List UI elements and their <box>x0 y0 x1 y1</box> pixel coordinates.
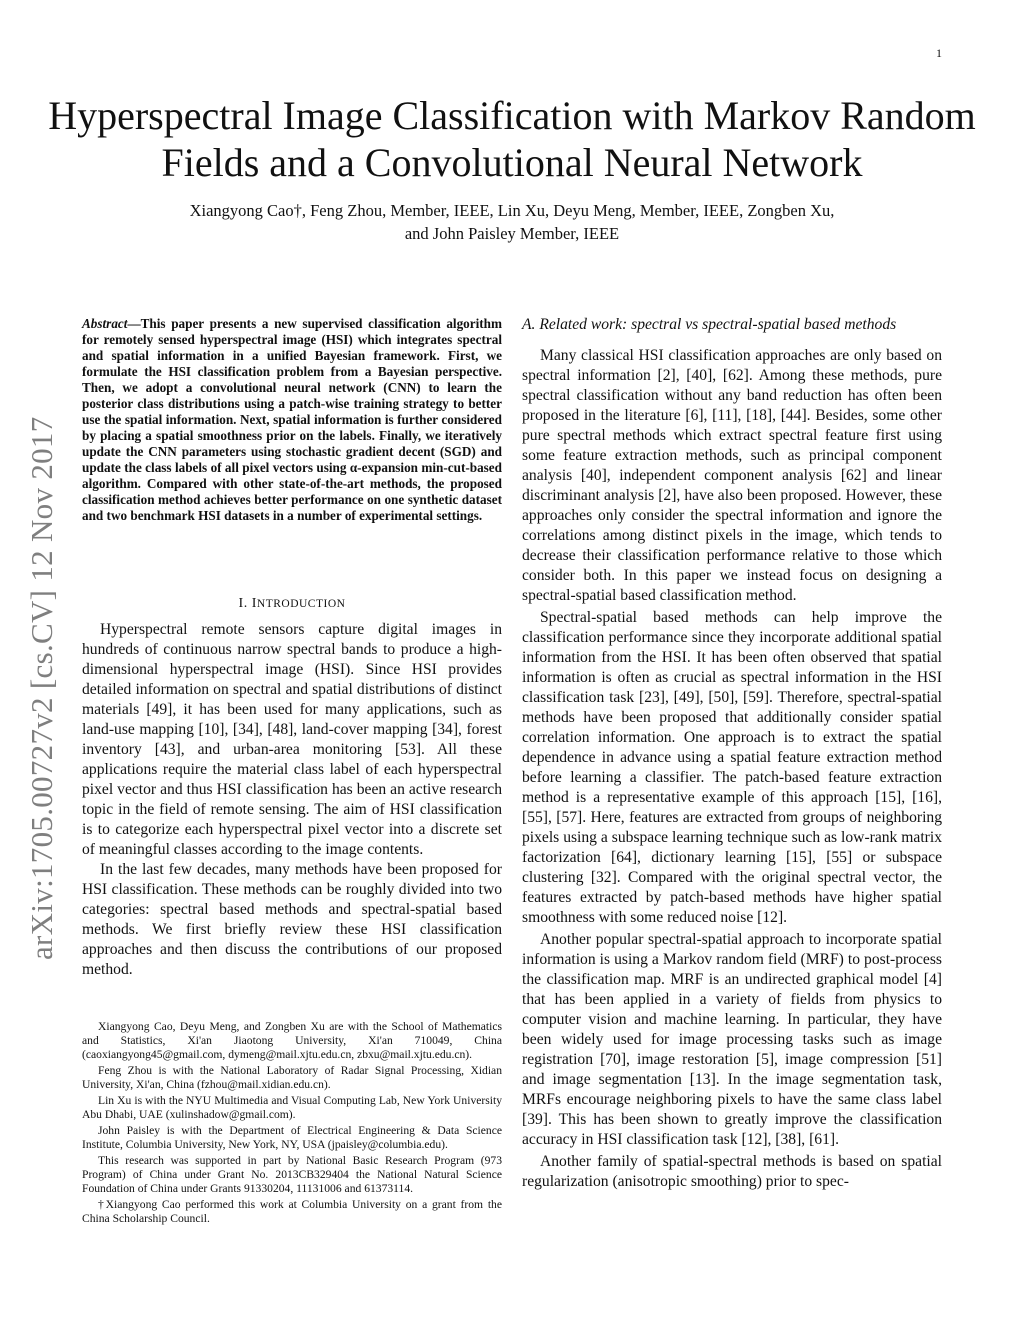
section-title-rest: NTRODUCTION <box>256 598 346 610</box>
abstract <box>82 316 502 524</box>
abstract-label: Abstract <box>82 316 128 331</box>
subsection-heading-related-work: A. Related work: spectral vs spectral-spatial based methods <box>522 316 897 333</box>
section-heading-introduction <box>82 596 502 612</box>
footnote: †Xiangyong Cao performed this work at Columbia University on a grant from the China Scholarship Council. <box>82 1198 502 1225</box>
footnote: Lin Xu is with the NYU Multimedia and Visual Computing Lab, New York University Abu Dhabi, UAE (xulinshadow@gmail.com). <box>82 1094 502 1121</box>
related-paragraph-1: Many classical HSI classification approaches are only based on spectral information [2], [40], [62]. Among these methods, pure spectral classification without any band reduction has often been proposed in the literature [6], [11], [18], [44]. Besides, some other pure spectral methods which extract spectral feature first using some feature extraction methods, such as principal component analysis [40], independent component analysis [62] and linear discriminant analysis [2], have also been proposed. However, these approaches only consider the spectral information and ignore the correlations among distinct pixels in the image, which tends to decrease their classification performance relative to those which consider both. In this paper we instead focus on designing a spectral-spatial based classification method. <box>522 347 942 604</box>
introduction-body <box>82 620 502 980</box>
footnote: Xiangyong Cao, Deyu Meng, and Zongben Xu are with the School of Mathematics and Statistics, Xi'an Jiaotong University, Xi'an 710049, China (caoxiangyong45@gmail.com, dymeng@mail.xjtu.edu.cn, zbxu@mail.xjtu.edu.cn). <box>82 1020 502 1061</box>
abstract-text: —This paper presents a new supervised classification algorithm for remotely sensed hyperspectral image (HSI) which integrates spectral and spatial information in a unified Bayesian framework. First, we formulate the HSI classification problem from a Bayesian perspective. Then, we adopt a convolutional neural network (CNN) to learn the posterior class distributions using a patch-wise training strategy to better use the spatial information. Next, spatial information is further considered by placing a spatial smoothness prior on the labels. Finally, we iteratively update the CNN parameters using stochastic gradient decent (SGD) and update the class labels of all pixel vectors using α-expansion min-cut-based algorithm. Compared with other state-of-the-art methods, the proposed classification method achieves better performance on one synthetic dataset and two benchmark HSI datasets in a number of experimental settings. <box>82 316 502 523</box>
intro-paragraph-1: Hyperspectral remote sensors capture digital images in hundreds of continuous narrow spectral bands to produce a high-dimensional hyperspectral image (HSI). Since HSI provides detailed information on spectral and spatial distributions of distinct materials [49], it has been used for many applications, such as land-use mapping [10], [34], [48], land-cover mapping [34], forest inventory [43], and urban-area monitoring [53]. All these applications require the material class label of each hyperspectral pixel vector and thus HSI classification has been an active research topic in the field of remote sensing. The aim of HSI classification is to categorize each hyperspectral pixel vector into a discrete set of meaningful classes according to the image contents. <box>82 621 502 858</box>
footnote: John Paisley is with the Department of Electrical Engineering & Data Science Institute, Columbia University, New York, NY, USA (jpaisley@columbia.edu). <box>82 1124 502 1151</box>
authors-line-1: Xiangyong Cao†, Feng Zhou, Member, IEEE, Lin Xu, Deyu Meng, Member, IEEE, Zongben Xu, <box>189 201 835 220</box>
author-list <box>0 199 1024 245</box>
related-paragraph-3: Another popular spectral-spatial approach to incorporate spatial information is using a Markov random field (MRF) to post-process the classification map. MRF is an undirected graphical model [4] that has been applied in a variety of fields from physics to computer vision and machine learning. In particular, they have been widely used for image processing tasks such as image registration [70], image restoration [5], image compression [51] and image segmentation [13]. In the image segmentation task, MRFs encourage neighboring pixels to have the same class label [39]. This has been shown to greatly improve the classification accuracy in HSI classification task [12], [38], [61]. <box>522 931 942 1148</box>
footnotes <box>82 1020 502 1228</box>
paper-title: Hyperspectral Image Classification with Markov Random Fields and a Convolutional Neural Network <box>48 93 976 185</box>
footnote: Feng Zhou is with the National Laboratory of Radar Signal Processing, Xidian University, Xi'an, China (fzhou@mail.xidian.edu.cn). <box>82 1064 502 1091</box>
section-title-initial: I <box>251 596 257 611</box>
arxiv-stamp: arXiv:1705.00727v2 [cs.CV] 12 Nov 2017 <box>24 416 59 960</box>
footnote: This research was supported in part by National Basic Research Program (973 Program) of China under Grant No. 2013CB329404 the National Natural Science Foundation of China under Grants 91330204, 11131006 and 61373114. <box>82 1154 502 1195</box>
page-number: 1 <box>936 46 942 60</box>
related-paragraph-2: Spectral-spatial based methods can help improve the classification performance since they incorporate additional spatial information from the HSI. It has been often observed that spatial information is often as crucial as spectral information in the HSI classification task [23], [49], [50], [59]. Therefore, spectral-spatial methods have been proposed that additionally consider spatial correlation information. One approach is to extract the spatial dependence in advance using a spatial feature extraction method before learning a classifier. The patch-based feature extraction method is a representative example of this approach [15], [16], [55], [57]. Here, features are extracted from groups of neighboring pixels using a subspace learning technique such as low-rank matrix factorization [64], dictionary learning [15], [55] or subspace clustering [32]. Compared with the original spectral vector, the features extracted by patch-based methods have higher spatial smoothness with some reduced noise [12]. <box>522 609 942 926</box>
related-paragraph-4: Another family of spatial-spectral methods is based on spatial regularization (anisotropic smoothing) prior to spec- <box>522 1153 942 1190</box>
related-work-body <box>522 346 942 1192</box>
authors-line-2: and John Paisley Member, IEEE <box>404 224 620 243</box>
section-number: I. <box>238 596 248 611</box>
intro-paragraph-2: In the last few decades, many methods have been proposed for HSI classification. These methods can be roughly divided into two categories: spectral based methods and spectral-spatial based methods. We first briefly review these HSI classification approaches and then discuss the contributions of our proposed method. <box>82 861 502 978</box>
